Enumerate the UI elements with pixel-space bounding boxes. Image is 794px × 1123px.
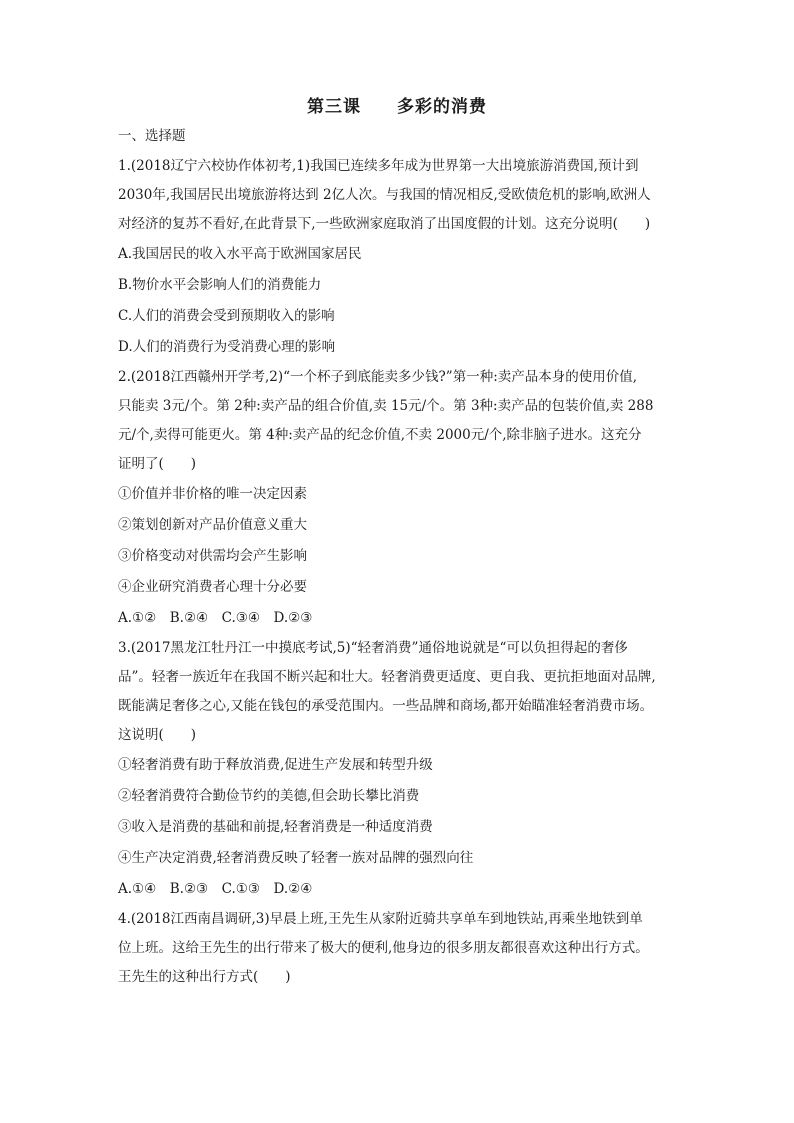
page-title: 第三课 多彩的消费 <box>307 97 487 117</box>
answer-choices: A.①④ B.②③ C.①③ D.②④ <box>118 881 313 897</box>
statement-2: ②策划创新对产品价值意义重大 <box>118 517 307 533</box>
option-a: A.我国居民的收入水平高于欧洲国家居民 <box>118 246 362 262</box>
question-text-line: 品”。轻奢一族近年在我国不断兴起和壮大。轻奢消费更适度、更自我、更抗拒地面对品牌, <box>118 669 656 685</box>
statement-2: ②轻奢消费符合勤俭节约的美德,但会助长攀比消费 <box>118 788 420 804</box>
option-d: D.人们的消费行为受消费心理的影响 <box>118 339 336 355</box>
option-c: C.人们的消费会受到预期收入的影响 <box>118 308 335 324</box>
question-2 <box>118 363 678 634</box>
question-text-line: 1.(2018辽宁六校协作体初考,1)我国已连续多年成为世界第一大出境旅游消费国,预计到 <box>118 158 639 174</box>
question-text-line: 既能满足奢侈之心,又能在钱包的承受范围内。一些品牌和商场,都开始瞄准轻奢消费市场。 <box>118 698 654 714</box>
statement-1: ①价值并非价格的唯一决定因素 <box>118 486 307 502</box>
question-text-line: 3.(2017黑龙江牡丹江一中摸底考试,5)“轻奢消费”通俗地说就是“可以负担得起的奢侈 <box>118 640 628 656</box>
question-3 <box>118 634 678 905</box>
question-text-line: 对经济的复苏不看好,在此背景下,一些欧洲家庭取消了出国度假的计划。这充分说明( ) <box>118 216 651 232</box>
statement-3: ③收入是消费的基础和前提,轻奢消费是一种适度消费 <box>118 819 433 835</box>
question-text-line: 元/个,卖得可能更火。第 4种:卖产品的纪念价值,不卖 2000元/个,除非脑子进水。这充分 <box>118 427 642 443</box>
question-text-line: 2030年,我国居民出境旅游将达到 2亿人次。与我国的情况相反,受欧债危机的影响,欧洲人 <box>118 187 651 203</box>
answer-choices: A.①② B.②④ C.③④ D.②③ <box>118 610 313 626</box>
question-text-line: 只能卖 3元/个。第 2种:卖产品的组合价值,卖 15元/个。第 3种:卖产品的包装价值,卖 288 <box>118 398 654 414</box>
question-list <box>118 152 678 992</box>
section-heading: 一、选择题 <box>118 128 186 144</box>
statement-4: ④生产决定消费,轻奢消费反映了轻奢一族对品牌的强烈向往 <box>118 850 474 866</box>
question-text-line: 位上班。这给王先生的出行带来了极大的便利,他身边的很多朋友都很喜欢这种出行方式。 <box>118 940 649 956</box>
statement-1: ①轻奢消费有助于释放消费,促进生产发展和转型升级 <box>118 757 433 773</box>
option-b: B.物价水平会影响人们的消费能力 <box>118 277 322 293</box>
statement-3: ③价格变动对供需均会产生影响 <box>118 548 307 564</box>
statement-4: ④企业研究消费者心理十分必要 <box>118 579 307 595</box>
question-text-line: 证明了( ) <box>118 456 197 472</box>
question-text-line: 4.(2018江西南昌调研,3)早晨上班,王先生从家附近骑共享单车到地铁站,再乘坐地铁到单 <box>118 911 643 927</box>
question-text-line: 这说明( ) <box>118 727 197 743</box>
question-text-line: 2.(2018江西赣州开学考,2)“一个杯子到底能卖多少钱?”第一种:卖产品本身的使用价值, <box>118 369 638 385</box>
question-1 <box>118 152 678 363</box>
question-text-line: 王先生的这种出行方式( ) <box>118 969 291 985</box>
question-4 <box>118 905 678 992</box>
